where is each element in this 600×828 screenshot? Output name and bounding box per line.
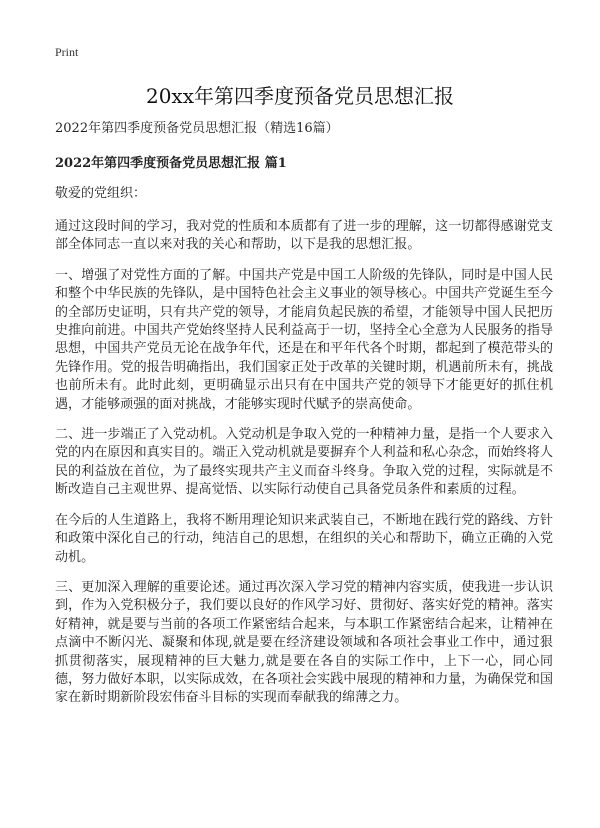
paragraph-party-spirit: 一、增强了对党性方面的了解。中国共产党是中国工人阶级的先锋队，同时是中国人民和整个中华民族的先锋队，是中国特色社会主义事业的领导核心。中国共产党诞生至今的全部历史证明，只有共产党的领导，才能肩负起民族的希望，才能领导中国人民把历史推向前进。中国共产党始终坚持人民利益高于一切，坚持全心全意为人民服务的指导思想，中国共产党员无论在战争年代，还是在和平年代各个时期，都起到了模范带头的先锋作用。党的报告明确指出，我们国家正处于改革的关键时期，机遇前所未有，挑战也前所未有。此时此刻，更明确显示出只有在中国共产党的领导下才能更好的抓住机遇，才能够顽强的面对挑战，才能够实现时代赋予的崇高使命。 (55, 267, 553, 412)
print-link[interactable]: Print (55, 45, 79, 59)
article-subtitle: 2022年第四季度预备党员思想汇报（精选16篇） (55, 121, 339, 136)
paragraph-understanding: 三、更加深入理解的重要论述。通过再次深入学习党的精神内容实质，使我进一步认识到，作为入党积极分子，我们要以良好的作风学习好、贯彻好、落实好党的精神。落实好精神，就是要与当前的各项工作紧密结合起来，与本职工作紧密结合起来，让精神在点滴中不断闪光、凝聚和体现,就是要在经济建设领域和各项社会事业工作中，通过狠抓贯彻落实，展现精神的巨大魅力,就是要在各自的实际工作中，上下一心，同心同德，努力做好本职，以实际成效，在各项社会实践中展现的精神和力量，为确保党和国家在新时期新阶段宏伟奋斗目标的实现而奉献我的绵薄之力。 (55, 579, 553, 706)
paragraph-intro: 通过这段时间的学习，我对党的性质和本质都有了进一步的理解，这一切都得感谢党支部全体同志一直以来对我的关心和帮助，以下是我的思想汇报。 (55, 219, 553, 253)
paragraph-future: 在今后的人生道路上，我将不断用理论知识来武装自己，不断地在践行党的路线、方针和政策中深化自己的行动，纯洁自己的思想，在组织的关心和帮助下，确立正确的入党动机。 (55, 512, 553, 565)
article-body (55, 120, 553, 720)
paragraph-motivation: 二、进一步端正了入党动机。入党动机是争取入党的一种精神力量，是指一个人要求入党的内在原因和真实目的。端正入党动机就是要摒弃个人利益和私心杂念，而始终将人民的利益放在首位，为了最终实现共产主义而奋斗终身。争取入党的过程，实际就是不断改造自己主观世界、提高觉悟、以实际行动使自己具备党员条件和素质的过程。 (55, 427, 553, 498)
page-title: 20xx年第四季度预备党员思想汇报 (145, 84, 454, 108)
section-heading: 2022年第四季度预备党员思想汇报 篇1 (55, 156, 287, 171)
salutation: 敬爱的党组织： (55, 186, 147, 201)
